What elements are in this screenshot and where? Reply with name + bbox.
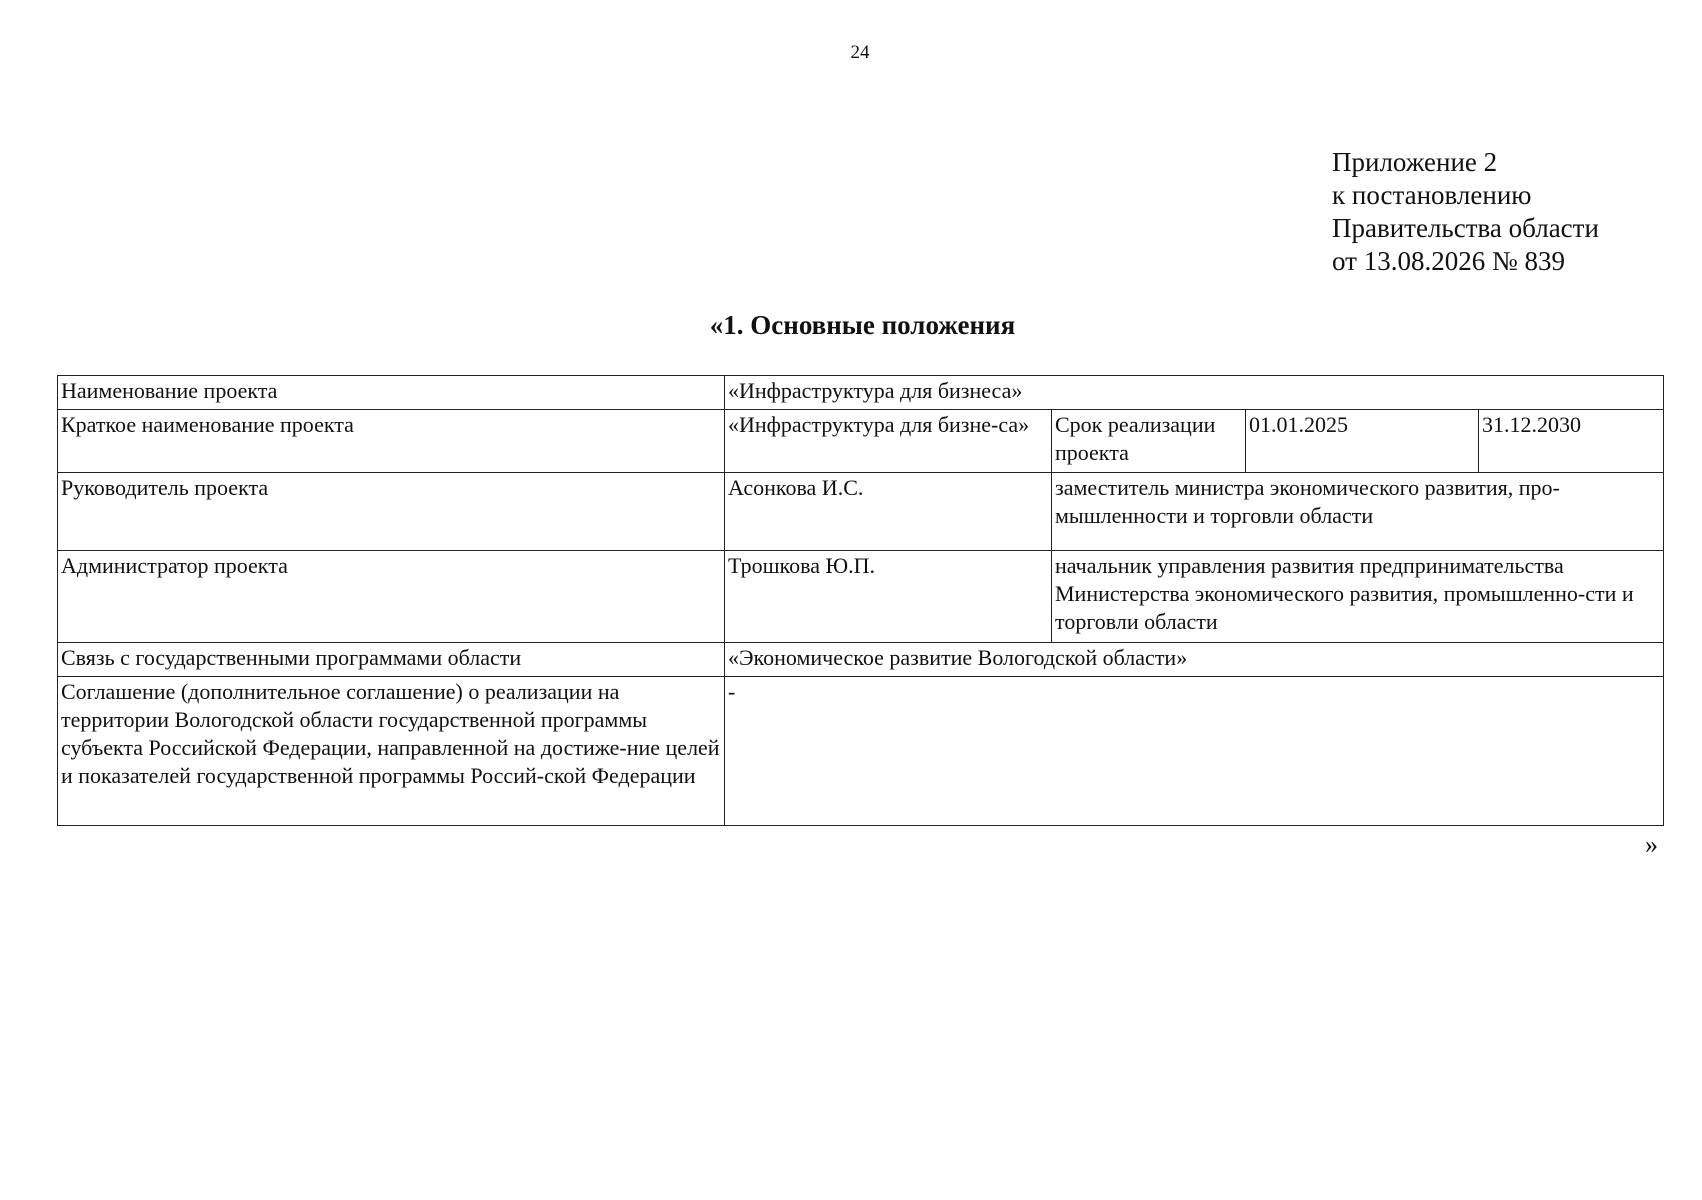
appendix-line: Правительства области bbox=[1332, 213, 1599, 243]
appendix-line: от 13.08.2026 № 839 bbox=[1332, 246, 1565, 276]
table-row bbox=[58, 376, 1664, 410]
project-name-label: Наименование проекта bbox=[58, 376, 725, 410]
page-number: 24 bbox=[850, 42, 870, 63]
programs-link-label: Связь с государственными программами области bbox=[58, 643, 725, 677]
project-table bbox=[57, 375, 1664, 826]
administrator-name: Трошкова Ю.П. bbox=[725, 551, 1052, 643]
closing-quote: » bbox=[1645, 830, 1658, 859]
appendix-line: Приложение 2 bbox=[1332, 147, 1498, 177]
programs-link-value: «Экономическое развитие Вологодской области» bbox=[725, 643, 1664, 677]
administrator-position: начальник управления развития предпринимательства Министерства экономического развития, промышленно-сти и торговли области bbox=[1052, 551, 1664, 643]
short-name-label: Краткое наименование проекта bbox=[58, 410, 725, 473]
agreement-value: - bbox=[725, 677, 1664, 826]
table-row bbox=[58, 410, 1664, 473]
appendix-block bbox=[1332, 146, 1599, 278]
table-row bbox=[58, 643, 1664, 677]
table-row bbox=[58, 677, 1664, 826]
manager-label: Руководитель проекта bbox=[58, 473, 725, 551]
start-date: 01.01.2025 bbox=[1246, 410, 1479, 473]
appendix-line: к постановлению bbox=[1332, 180, 1532, 210]
table-row bbox=[58, 551, 1664, 643]
manager-position: заместитель министра экономического развития, про-мышленности и торговли области bbox=[1052, 473, 1664, 551]
project-name-value: «Инфраструктура для бизнеса» bbox=[725, 376, 1664, 410]
section-title: «1. Основные положения bbox=[709, 310, 1016, 340]
end-date: 31.12.2030 bbox=[1479, 410, 1664, 473]
table-row bbox=[58, 473, 1664, 551]
short-name-value: «Инфраструктура для бизне-са» bbox=[725, 410, 1052, 473]
term-label: Срок реализации проекта bbox=[1052, 410, 1246, 473]
manager-name: Асонкова И.С. bbox=[725, 473, 1052, 551]
agreement-label: Соглашение (дополнительное соглашение) о реализации на территории Вологодской области государственной программы субъекта Российской Федерации, направленной на достиже-ние целей и показателей государственной программы Россий-ской Федерации bbox=[58, 677, 725, 826]
administrator-label: Администратор проекта bbox=[58, 551, 725, 643]
